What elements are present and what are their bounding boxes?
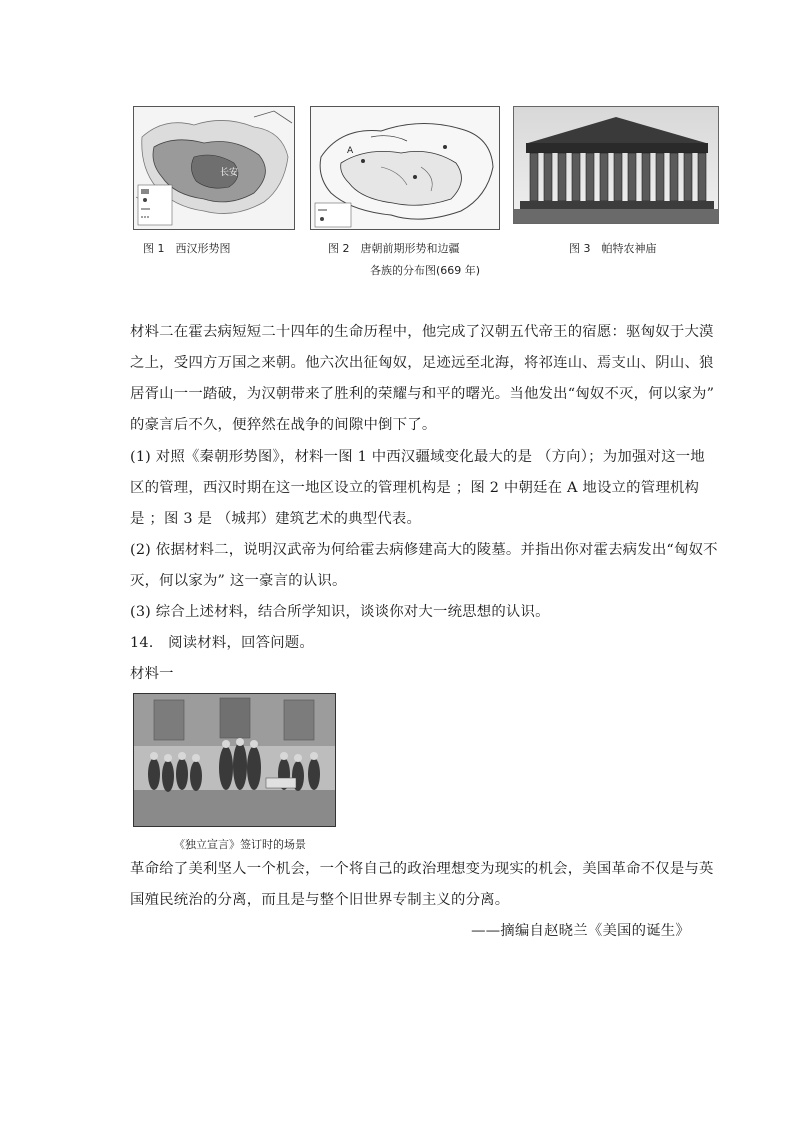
material-one-line: 革命给了美利坚人一个机会，一个将自己的政治理想变为现实的机会，美国革命不仅是与英 (130, 861, 714, 877)
material-one-source: ——摘编自赵晓兰《美国的诞生》 (471, 923, 690, 939)
map-point-a-label: A (347, 146, 354, 156)
question-2-line: 灭，何以家为” 这一豪言的认识。 (130, 573, 347, 589)
figure-tang-map (310, 106, 500, 277)
question-2-line: (2) 依据材料二，说明汉武帝为何给霍去病修建高大的陵墓。并指出你对霍去病发出“匈奴不 (130, 542, 718, 558)
material-two-line: 之上，受四方万国之来朝。他六次出征匈奴，足迹远至北海，将祁连山、焉支山、阴山、狼 (130, 355, 714, 371)
parthenon-photo-drawing (514, 107, 718, 223)
question-14-heading-block (130, 628, 690, 690)
question-14-heading: 14. 阅读材料，回答问题。 (130, 635, 314, 651)
figure-1-caption: 图 1 西汉形势图 (143, 242, 231, 255)
material-two-line: 的豪言后不久，便猝然在战争的间隙中倒下了。 (130, 417, 437, 433)
western-han-map-drawing (134, 107, 294, 229)
tang-dynasty-map-drawing (311, 107, 499, 229)
question-1-line: (1) 对照《秦朝形势图》，材料一图 1 中西汉疆域变化最大的是 （方向）；为加强对这一地 (130, 449, 705, 465)
material-two (130, 317, 715, 441)
parthenon-photo (513, 106, 719, 224)
figure-2-caption-line2: 各族的分布图(669 年) (370, 264, 481, 277)
question-1-line: 是 ；图 3 是 （城邦）建筑艺术的典型代表。 (130, 511, 422, 527)
western-han-map (133, 106, 295, 230)
figure-parthenon (513, 106, 718, 255)
tang-dynasty-map (310, 106, 500, 230)
changan-label: 长安 (220, 168, 239, 178)
material-one-text (130, 854, 714, 947)
figure-western-han (133, 106, 295, 255)
material-one-label: 材料一 (130, 666, 174, 682)
question-1-line: 区的管理，西汉时期在这一地区设立的管理机构是 ；图 2 中朝廷在 A 地设立的管理机构 (130, 480, 700, 496)
declaration-signing-caption: 《独立宣言》签订时的场景 (174, 838, 306, 851)
figure-2-caption-line1: 图 2 唐朝前期形势和边疆 (328, 242, 460, 255)
question-3 (130, 597, 690, 628)
material-two-line: 居胥山一一踏破，为汉朝带来了胜利的荣耀与和平的曙光。当他发出“匈奴不灭，何以家为” (130, 386, 715, 402)
material-one-line: 国殖民统治的分离，而且是与整个旧世界专制主义的分离。 (130, 892, 510, 908)
material-two-line: 材料二在霍去病短短二十四年的生命历程中，他完成了汉朝五代帝王的宿愿：驱匈奴于大漠 (130, 324, 714, 340)
question-1 (130, 442, 705, 535)
declaration-signing-drawing (134, 694, 335, 826)
question-2 (130, 535, 718, 597)
figure-3-caption: 图 3 帕特农神庙 (569, 242, 657, 255)
figure-row (133, 106, 718, 282)
question-3-line: (3) 综合上述材料，结合所学知识，谈谈你对大一统思想的认识。 (130, 604, 550, 620)
declaration-signing-image (133, 693, 336, 827)
